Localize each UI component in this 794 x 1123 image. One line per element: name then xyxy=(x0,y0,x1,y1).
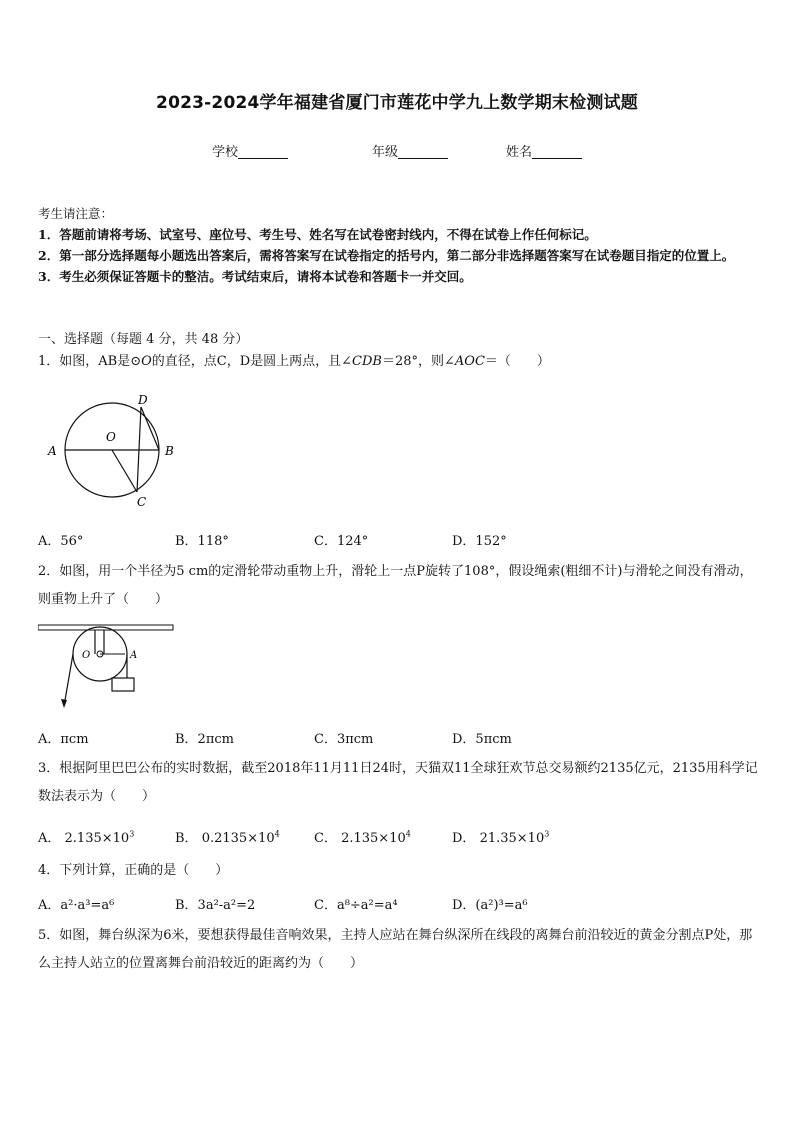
school-label: 学校 xyxy=(212,145,239,160)
exam-notice xyxy=(38,203,760,287)
q2-option-a[interactable]: A．πcm xyxy=(38,732,89,747)
fig1-label-c: C xyxy=(137,495,147,509)
notice-item-2: 2．第一部分选择题每小题选出答案后，需将答案写在试卷指定的括号内，第二部分非选择题答案写在试卷题目指定的位置上。 xyxy=(38,248,735,263)
page-title: 2023-2024学年福建省厦门市莲花中学九上数学期末检测试题 xyxy=(156,93,638,113)
section-heading-choice: 一、选择题（每题 4 分，共 48 分） xyxy=(38,332,249,347)
notice-item-1: 1．答题前请将考场、试室号、座位号、考生号、姓名写在试卷密封线内，不得在试卷上作任何标记。 xyxy=(38,227,597,242)
name-field[interactable] xyxy=(506,141,582,160)
q3-option-c[interactable]: C． $2.135\times 10^4$ xyxy=(314,829,411,846)
q1-option-c[interactable]: C．124° xyxy=(314,534,369,549)
question-2-figure xyxy=(38,620,178,720)
question-2-stem: 2．如图，用一个半径为5 cm的定滑轮带动重物上升，滑轮上一点P旋转了108°，假设绳索(粗细不计)与滑轮之间没有滑动，则重物上升了（ ） xyxy=(38,564,753,607)
q3-option-d[interactable]: D． $21.35\times 10^3$ xyxy=(452,829,550,846)
question-2-options xyxy=(38,728,760,748)
question-4-options xyxy=(38,894,760,914)
q4-option-c[interactable]: C．a⁸÷a²=a⁴ xyxy=(314,898,398,913)
notice-item-3: 3．考生必须保证答题卡的整洁。考试结束后，请将本试卷和答题卡一并交回。 xyxy=(38,269,472,284)
name-blank[interactable] xyxy=(532,145,582,159)
name-label: 姓名 xyxy=(506,145,533,160)
question-3-stem: 3．根据阿里巴巴公布的实时数据，截至2018年11月11日24时，天猫双11全球狂欢节总交易额约2135亿元，2135用科学记数法表示为（ ） xyxy=(38,761,758,804)
question-1-options xyxy=(38,530,760,550)
q2-option-c[interactable]: C．3πcm xyxy=(314,732,374,747)
q4-option-a[interactable]: A．a²·a³=a⁶ xyxy=(38,898,115,913)
fig1-label-o: O xyxy=(106,430,116,444)
fig1-label-d: D xyxy=(138,393,148,407)
q2-option-d[interactable]: D．5πcm xyxy=(452,732,512,747)
q1-option-d[interactable]: D．152° xyxy=(452,534,507,549)
school-field[interactable] xyxy=(212,141,288,160)
q2-option-b[interactable]: B．2πcm xyxy=(175,732,234,747)
q4-option-d[interactable]: D．(a²)³=a⁶ xyxy=(452,898,528,913)
question-4-stem: 4．下列计算，正确的是（ ） xyxy=(38,863,229,878)
q3-option-b[interactable]: B． $0.2135\times 10^4$ xyxy=(175,829,280,846)
question-1-stem: 1．如图，AB是⊙O的直径，点C，D是圆上两点，且∠CDB＝28°，则∠AOC＝（ ） xyxy=(38,354,550,369)
q1-option-b[interactable]: B．118° xyxy=(175,534,229,549)
q1-option-a[interactable]: A．56° xyxy=(38,534,84,549)
question-5-stem: 5．如图，舞台纵深为6米，要想获得最佳音响效果，主持人应站在舞台纵深所在线段的离舞台前沿较近的黄金分割点P处，那么主持人站立的位置离舞台前沿较近的距离约为（ ） xyxy=(38,928,753,971)
notice-heading: 考生请注意： xyxy=(38,206,114,221)
question-3-options xyxy=(38,827,760,847)
grade-blank[interactable] xyxy=(398,145,448,159)
q4-option-b[interactable]: B．3a²-a²=2 xyxy=(175,898,256,913)
school-blank[interactable] xyxy=(238,145,288,159)
fig1-label-a: A xyxy=(48,444,57,458)
q3-option-a[interactable]: A． $2.135\times 10^3$ xyxy=(38,829,135,846)
fig1-label-b: B xyxy=(165,444,174,458)
fig2-label-a: A xyxy=(130,650,138,661)
grade-field[interactable] xyxy=(372,141,448,160)
question-1-figure xyxy=(40,390,190,510)
fig2-label-o: O xyxy=(82,650,91,661)
grade-label: 年级 xyxy=(372,145,399,160)
